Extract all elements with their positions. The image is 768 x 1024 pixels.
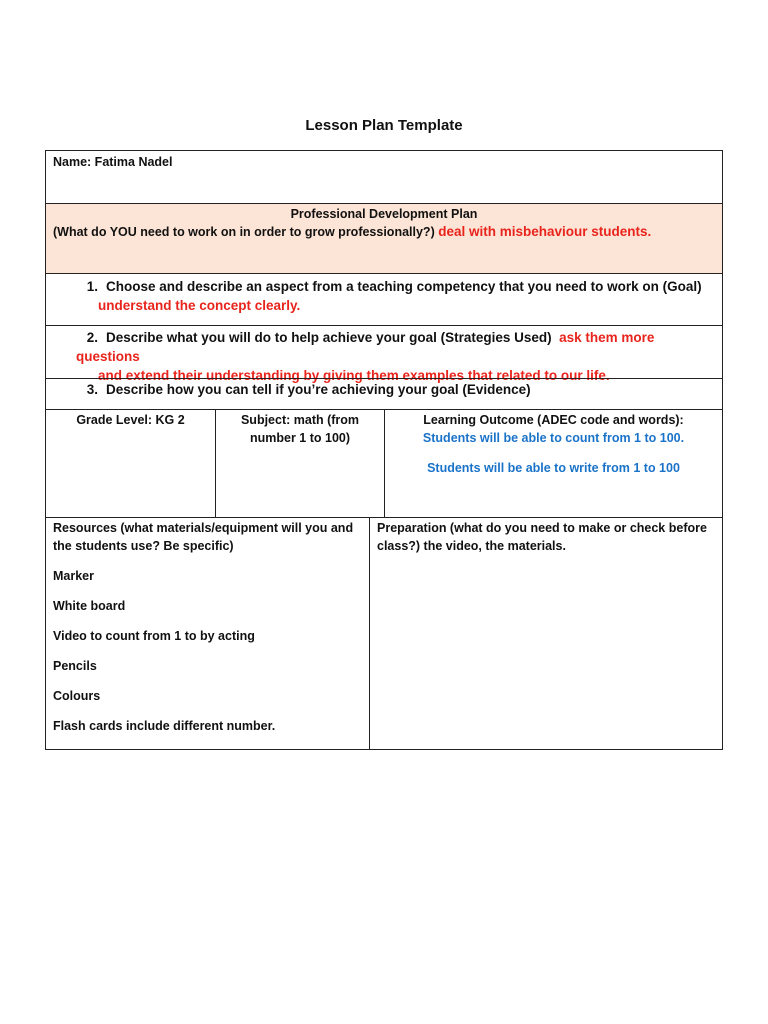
resources-heading-line2: the students use? Be specific) xyxy=(53,539,234,553)
subject-cell xyxy=(215,409,385,518)
preparation-heading-line2: class?) the video, the materials. xyxy=(377,539,566,553)
grade-level-text: Grade Level: KG 2 xyxy=(76,413,185,427)
resource-item: Flash cards include different number. xyxy=(53,719,276,733)
preparation-heading-line1: Preparation (what do you need to make or check before xyxy=(377,521,707,535)
resource-item: Marker xyxy=(53,569,94,583)
name-row xyxy=(45,150,723,204)
strategies-answer-part2: and extend their understanding by giving them examples that related to our life. xyxy=(98,368,610,383)
pdp-row xyxy=(45,203,723,274)
strategies-number: 2. xyxy=(86,330,98,345)
strategies-row xyxy=(45,325,723,383)
preparation-cell xyxy=(369,517,723,750)
learning-outcome-1: Students will be able to count from 1 to 100. xyxy=(422,431,685,445)
pdp-heading: Professional Development Plan xyxy=(290,207,478,221)
evidence-number: 3. xyxy=(86,382,98,397)
resource-item: Colours xyxy=(53,689,101,703)
resource-item: Video to count from 1 to by acting xyxy=(53,629,255,643)
goal-answer: understand the concept clearly. xyxy=(98,298,301,313)
goal-row xyxy=(45,273,723,326)
learning-outcome-2: Students will be able to write from 1 to 100 xyxy=(427,461,680,475)
subject-line1: Subject: math (from xyxy=(240,413,360,427)
strategies-answer-part1: ask them more questions xyxy=(76,330,655,364)
strategies-prompt: Describe what you will do to help achieve your goal (Strategies Used) xyxy=(106,330,552,345)
subject-line2: number 1 to 100) xyxy=(249,431,351,445)
pdp-answer: deal with misbehaviour students. xyxy=(438,224,652,239)
resource-item: White board xyxy=(53,599,126,613)
resources-heading-line1: Resources (what materials/equipment will you and xyxy=(53,521,354,535)
evidence-prompt: Describe how you can tell if you’re achieving your goal (Evidence) xyxy=(106,382,531,397)
name-text: Name: Fatima Nadel xyxy=(53,155,173,169)
learning-outcome-cell xyxy=(384,409,723,518)
evidence-row xyxy=(45,378,723,410)
resource-item: Pencils xyxy=(53,659,97,673)
goal-number: 1. xyxy=(86,279,98,294)
pdp-question: (What do YOU need to work on in order to grow professionally?) xyxy=(53,225,435,239)
learning-outcome-heading: Learning Outcome (ADEC code and words): xyxy=(423,413,684,427)
document-title: Lesson Plan Template xyxy=(305,117,463,134)
grade-level-cell xyxy=(45,409,216,518)
goal-prompt: Choose and describe an aspect from a teaching competency that you need to work on (Goal) xyxy=(106,279,702,294)
resources-cell xyxy=(45,517,370,750)
